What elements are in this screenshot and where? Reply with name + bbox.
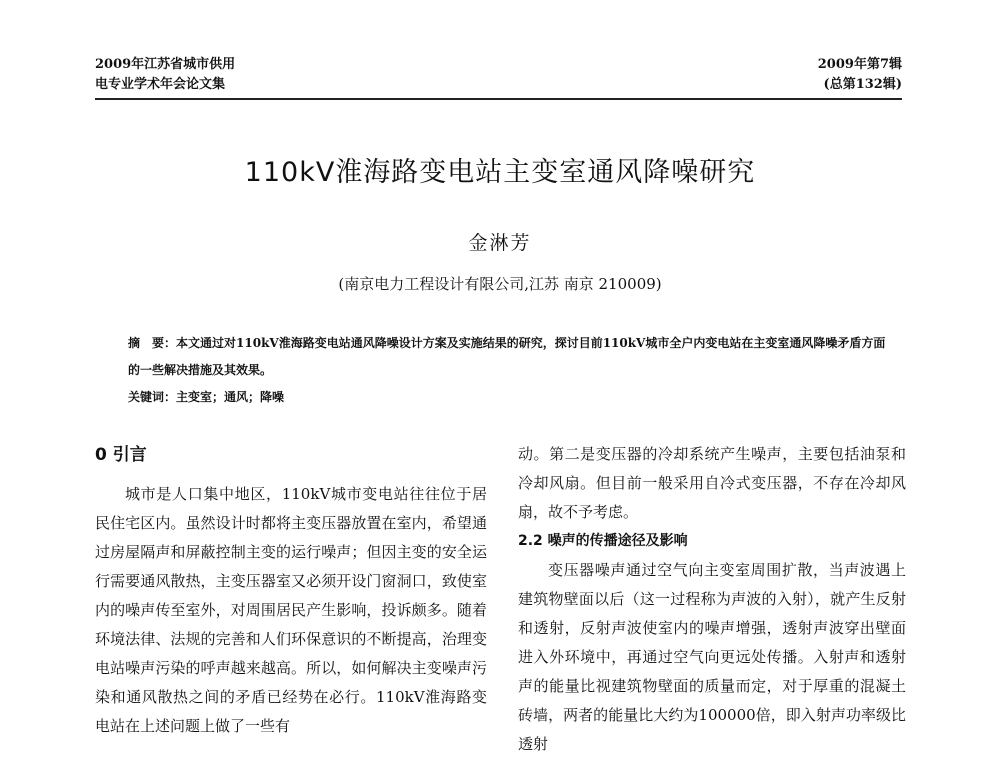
paper-title: 110kV淮海路变电站主变室通风降噪研究 — [244, 157, 756, 188]
intro-paragraph: 城市是人口集中地区，110kV城市变电站往往位于居民住宅区内。虽然设计时都将主变压器放置在室内，希望通过房屋隔声和屏蔽控制主变的运行噪声；但因主变的安全运行需要通风散热，主变压器室又必须开设门窗洞口，致使室内的噪声传至室外，对周围居民产生影响，投诉颇多。随着环境法律、法规的完善和人们环保意识的不断提高，治理变电站噪声污染的呼声越来越高。所以，如何解决主变噪声污染和通风散热之间的矛盾已经势在必行。110kV淮海路变电站在上述问题上做了一些有 — [95, 485, 487, 735]
right-paragraph-2: 变压器噪声通过空气向主变室周围扩散，当声波遇上建筑物壁面以后（这一过程称为声波的入射），就产生反射和透射，反射声波使室内的噪声增强，透射声波穿出壁面进入外环境中，再通过空气向更远处传播。入射声和透射声的能量比视建筑物壁面的质量而定，对于厚重的混凝土砖墙，两者的能量比大约为100000倍，即入射声功率级比透射 — [518, 561, 906, 753]
header-left-line1: 2009年江苏省城市供用 — [95, 57, 236, 72]
header-right-line1: 2009年第7辑 — [817, 57, 902, 72]
subsection-heading-2-2: 2.2 噪声的传播途径及影响 — [518, 533, 688, 549]
journal-header-right — [818, 55, 902, 95]
abstract — [128, 330, 888, 384]
section-heading-intro: 0 引言 — [95, 445, 147, 465]
abstract-text: 本文通过对110kV淮海路变电站通风降噪设计方案及实施结果的研究，探讨目前110kV城市全户内变电站在主变室通风降噪矛盾方面的一些解决措施及其效果。 — [128, 336, 886, 377]
journal-header-left — [95, 55, 235, 95]
header-left-line2: 电专业学术年会论文集 — [95, 77, 226, 92]
author-name: 金淋芳 — [468, 232, 532, 254]
right-paragraph-1: 动。第二是变压器的冷却系统产生噪声，主要包括油泵和冷却风扇。但目前一般采用自冷式变压器，不存在冷却风扇，故不予考虑。 — [518, 445, 906, 521]
keywords-text: 主变室；通风；降噪 — [176, 390, 285, 404]
header-divider — [95, 98, 902, 100]
abstract-label: 摘 要： — [128, 336, 177, 350]
keywords-label: 关键词： — [128, 390, 177, 404]
author-affiliation: (南京电力工程设计有限公司,江苏 南京 210009) — [338, 275, 662, 293]
keywords — [128, 384, 888, 411]
header-right-line2: (总第132辑) — [823, 77, 902, 92]
left-column — [95, 440, 487, 741]
right-column — [518, 440, 906, 759]
